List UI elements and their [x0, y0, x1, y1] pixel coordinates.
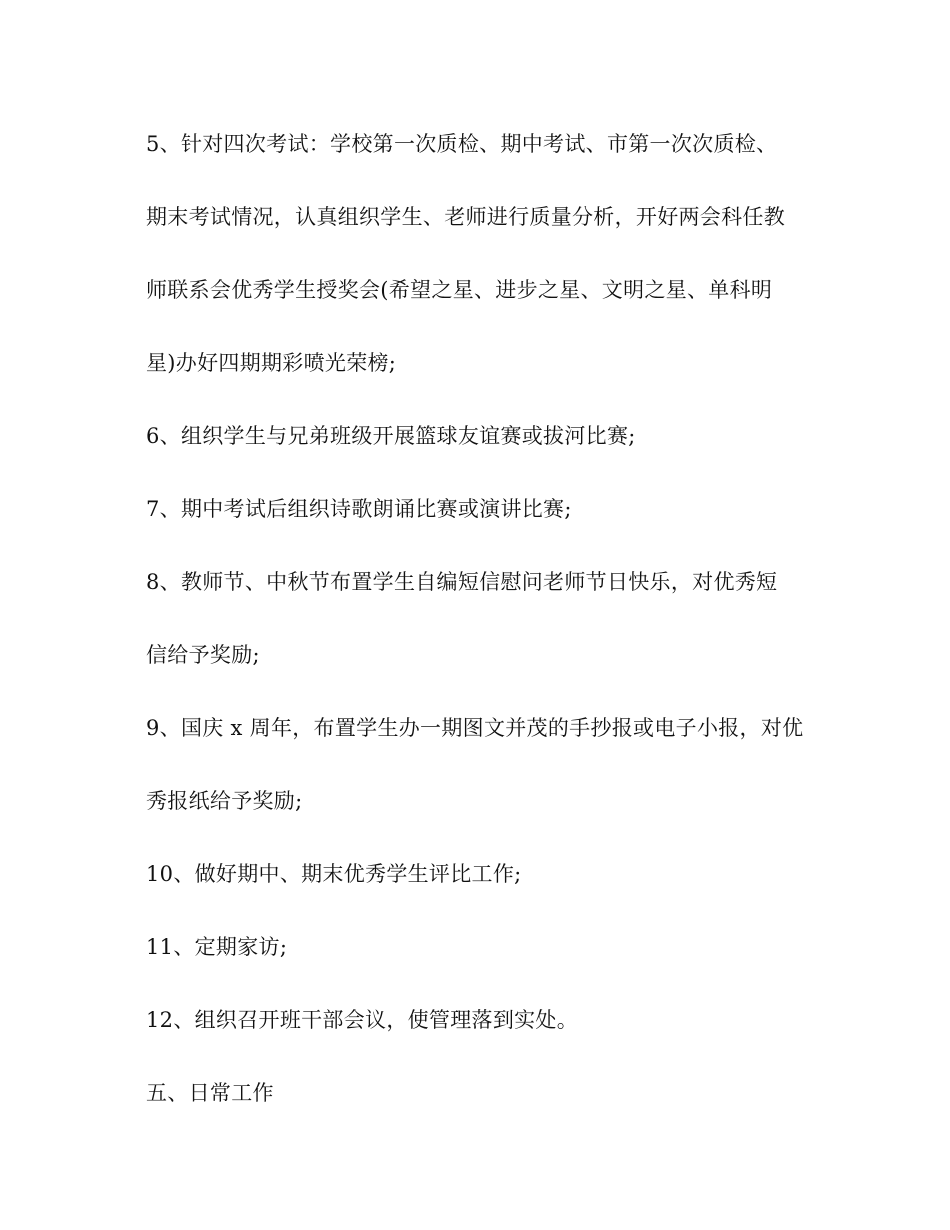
- text-line-item5-part2: 期末考试情况，认真组织学生、老师进行质量分析，开好两会科任教: [146, 205, 785, 229]
- text-line-item5-part1: 5、针对四次考试：学校第一次质检、期中考试、市第一次次质检、: [146, 132, 778, 156]
- text-line-item5-part4: 星)办好四期期彩喷光荣榜;: [146, 351, 397, 375]
- text-line-item6: 6、组织学生与兄弟班级开展篮球友谊赛或拔河比赛;: [146, 424, 636, 448]
- document-body: [146, 126, 836, 1148]
- text-line-item9-part2: 秀报纸给予奖励;: [146, 789, 303, 813]
- text-line-item9-part1: 9、国庆 x 周年，布置学生办一期图文并茂的手抄报或电子小报，对优: [146, 716, 804, 740]
- text-line-item11: 11、定期家访;: [146, 935, 288, 959]
- section-heading-daily-work: 五、日常工作: [146, 1081, 274, 1105]
- text-line-item7: 7、期中考试后组织诗歌朗诵比赛或演讲比赛;: [146, 497, 572, 521]
- text-line-item12: 12、组织召开班干部会议，使管理落到实处。: [146, 1008, 579, 1032]
- text-line-item8-part1: 8、教师节、中秋节布置学生自编短信慰问老师节日快乐，对优秀短: [146, 570, 778, 594]
- text-line-item8-part2: 信给予奖励;: [146, 643, 260, 667]
- text-line-item10: 10、做好期中、期末优秀学生评比工作;: [146, 862, 522, 886]
- text-line-item5-part3: 师联系会优秀学生授奖会(希望之星、进步之星、文明之星、单科明: [146, 278, 773, 302]
